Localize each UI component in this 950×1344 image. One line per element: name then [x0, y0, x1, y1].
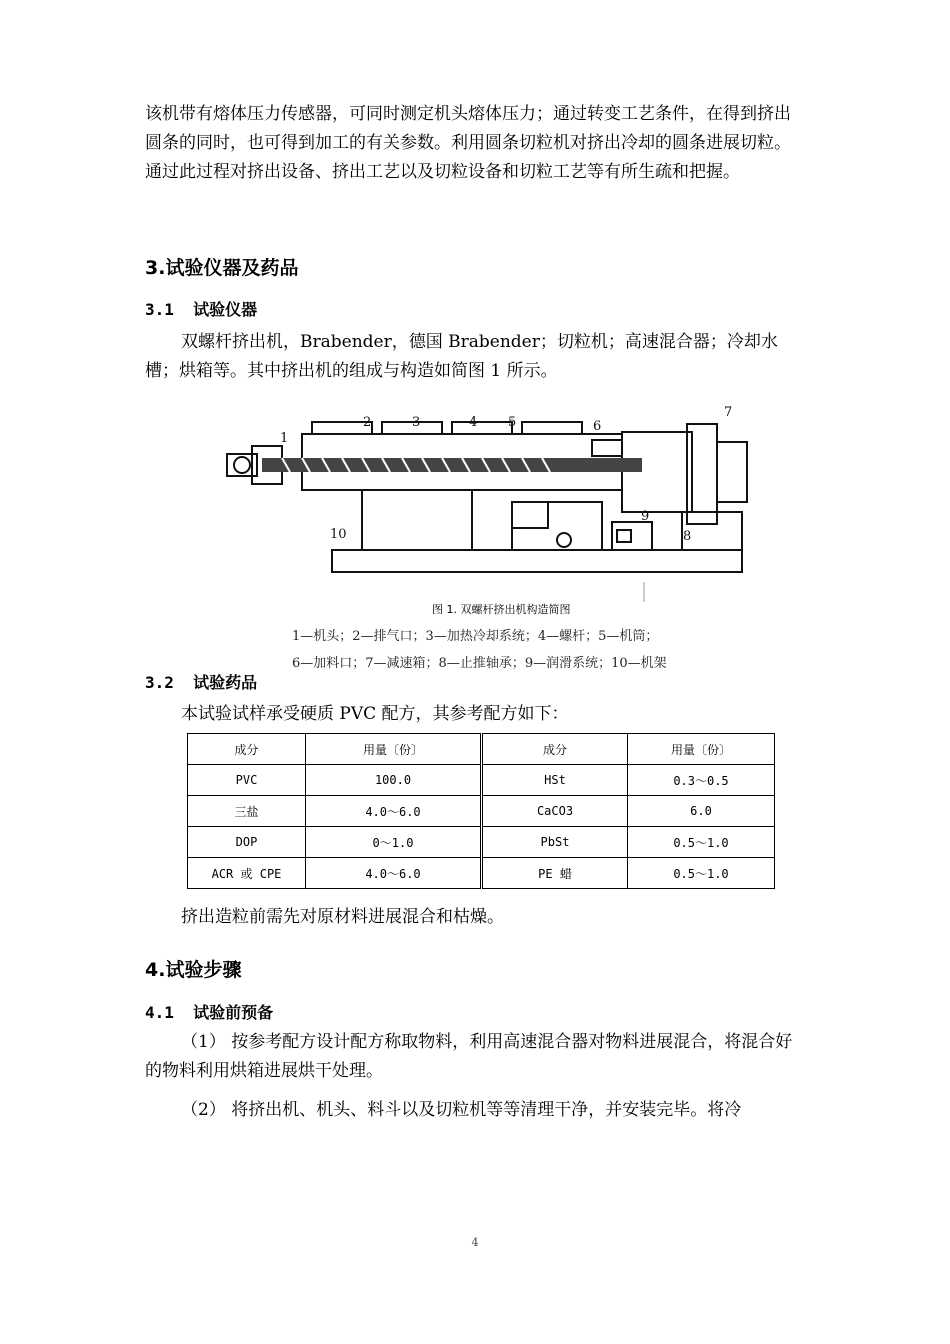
table-row	[188, 827, 775, 858]
table-cell: 6.0	[628, 796, 775, 827]
extruder-diagram	[222, 402, 762, 607]
table-cell: 0.5～1.0	[628, 827, 775, 858]
figure-legend-line2: 6—加料口；7—减速箱；8—止推轴承；9—润滑系统；10—机架	[292, 656, 667, 671]
table-cell: PVC	[188, 765, 306, 796]
table-cell: PbSt	[482, 827, 628, 858]
machine-frame	[332, 550, 742, 572]
lubrication-unit	[617, 530, 631, 542]
label-1: 1	[280, 431, 289, 446]
intro-paragraph: 该机带有熔体压力传感器，可同时测定机头熔体压力；通过转变工艺条件，在得到挤出圆条的同时，也可得到加工的有关参数。利用圆条切粒机对挤出冷却的圆条进展切粒。通过此过程对挤出设备、挤出工艺以及切粒设备和切粒工艺等有所生疏和把握。	[145, 104, 791, 182]
table-cell: 4.0～6.0	[306, 858, 482, 889]
table-cell: 4.0～6.0	[306, 796, 482, 827]
formula-table	[187, 733, 775, 889]
label-9: 9	[641, 509, 650, 524]
figure-legend-line1: 1—机头；2—排气口；3—加热冷却系统；4—螺杆；5—机筒；	[292, 629, 659, 644]
table-cell: 0.5～1.0	[628, 858, 775, 889]
section-3-1-title: 试验仪器	[193, 300, 258, 319]
table-row	[188, 796, 775, 827]
table-header: 用量〔份〕	[306, 734, 482, 765]
section-3-1-number: 3.1	[145, 300, 174, 319]
section-4-1-title: 试验前预备	[193, 1003, 274, 1022]
section-3-1-paragraph: 双螺杆挤出机，Brabender，德国 Brabender；切粒机；高速混合器；冷却水槽；烘箱等。其中挤出机的组成与构造如简图 1 所示。	[145, 332, 778, 381]
section-4-1-number: 4.1	[145, 1003, 174, 1022]
section-3-2-heading	[145, 670, 257, 693]
table-cell: DOP	[188, 827, 306, 858]
label-2: 2	[363, 415, 372, 430]
section-3-1-heading	[145, 297, 257, 320]
table-header: 用量〔份〕	[628, 734, 775, 765]
label-7: 7	[724, 405, 733, 420]
table-header-row	[188, 734, 775, 765]
table-cell: HSt	[482, 765, 628, 796]
section-3-2-number: 3.2	[145, 673, 174, 692]
table-cell: ACR 或 CPE	[188, 858, 306, 889]
motor	[512, 502, 548, 528]
table-cell: 100.0	[306, 765, 482, 796]
table-cell: CaCO3	[482, 796, 628, 827]
step-2-paragraph: （2） 将挤出机、机头、料斗以及切粒机等等清理干净，并安装完毕。将冷	[181, 1100, 742, 1120]
table-cell: 0～1.0	[306, 827, 482, 858]
table-cell: 0.3～0.5	[628, 765, 775, 796]
label-5: 5	[508, 415, 517, 430]
after-table-paragraph: 挤出造粒前需先对原材料进展混合和枯燥。	[181, 907, 504, 927]
page-number: 4	[471, 1236, 479, 1249]
table-cell: PE 蜡	[482, 858, 628, 889]
feed-port	[592, 440, 622, 456]
label-10: 10	[330, 527, 347, 542]
label-8: 8	[683, 529, 692, 544]
section-4-1-heading	[145, 1000, 273, 1023]
table-row	[188, 765, 775, 796]
label-6: 6	[593, 419, 602, 434]
table-row	[188, 858, 775, 889]
section-4-title: 4.试验步骤	[145, 959, 242, 981]
table-header: 成分	[188, 734, 306, 765]
section-3-title: 3.试验仪器及药品	[145, 257, 299, 279]
label-3: 3	[412, 415, 421, 430]
section-3-2-paragraph: 本试验试样承受硬质 PVC 配方，其参考配方如下：	[181, 704, 569, 724]
step-1-paragraph: （1） 按参考配方设计配方称取物料，利用高速混合器对物料进展混合，将混合好的物料利用烘箱进展烘干处理。	[145, 1032, 793, 1081]
table-header: 成分	[482, 734, 628, 765]
screw	[262, 458, 642, 472]
table-cell: 三盐	[188, 796, 306, 827]
figure-caption: 图 1. 双螺杆挤出机构造简图	[432, 603, 571, 616]
section-3-2-title: 试验药品	[193, 673, 258, 692]
label-4: 4	[469, 415, 478, 430]
